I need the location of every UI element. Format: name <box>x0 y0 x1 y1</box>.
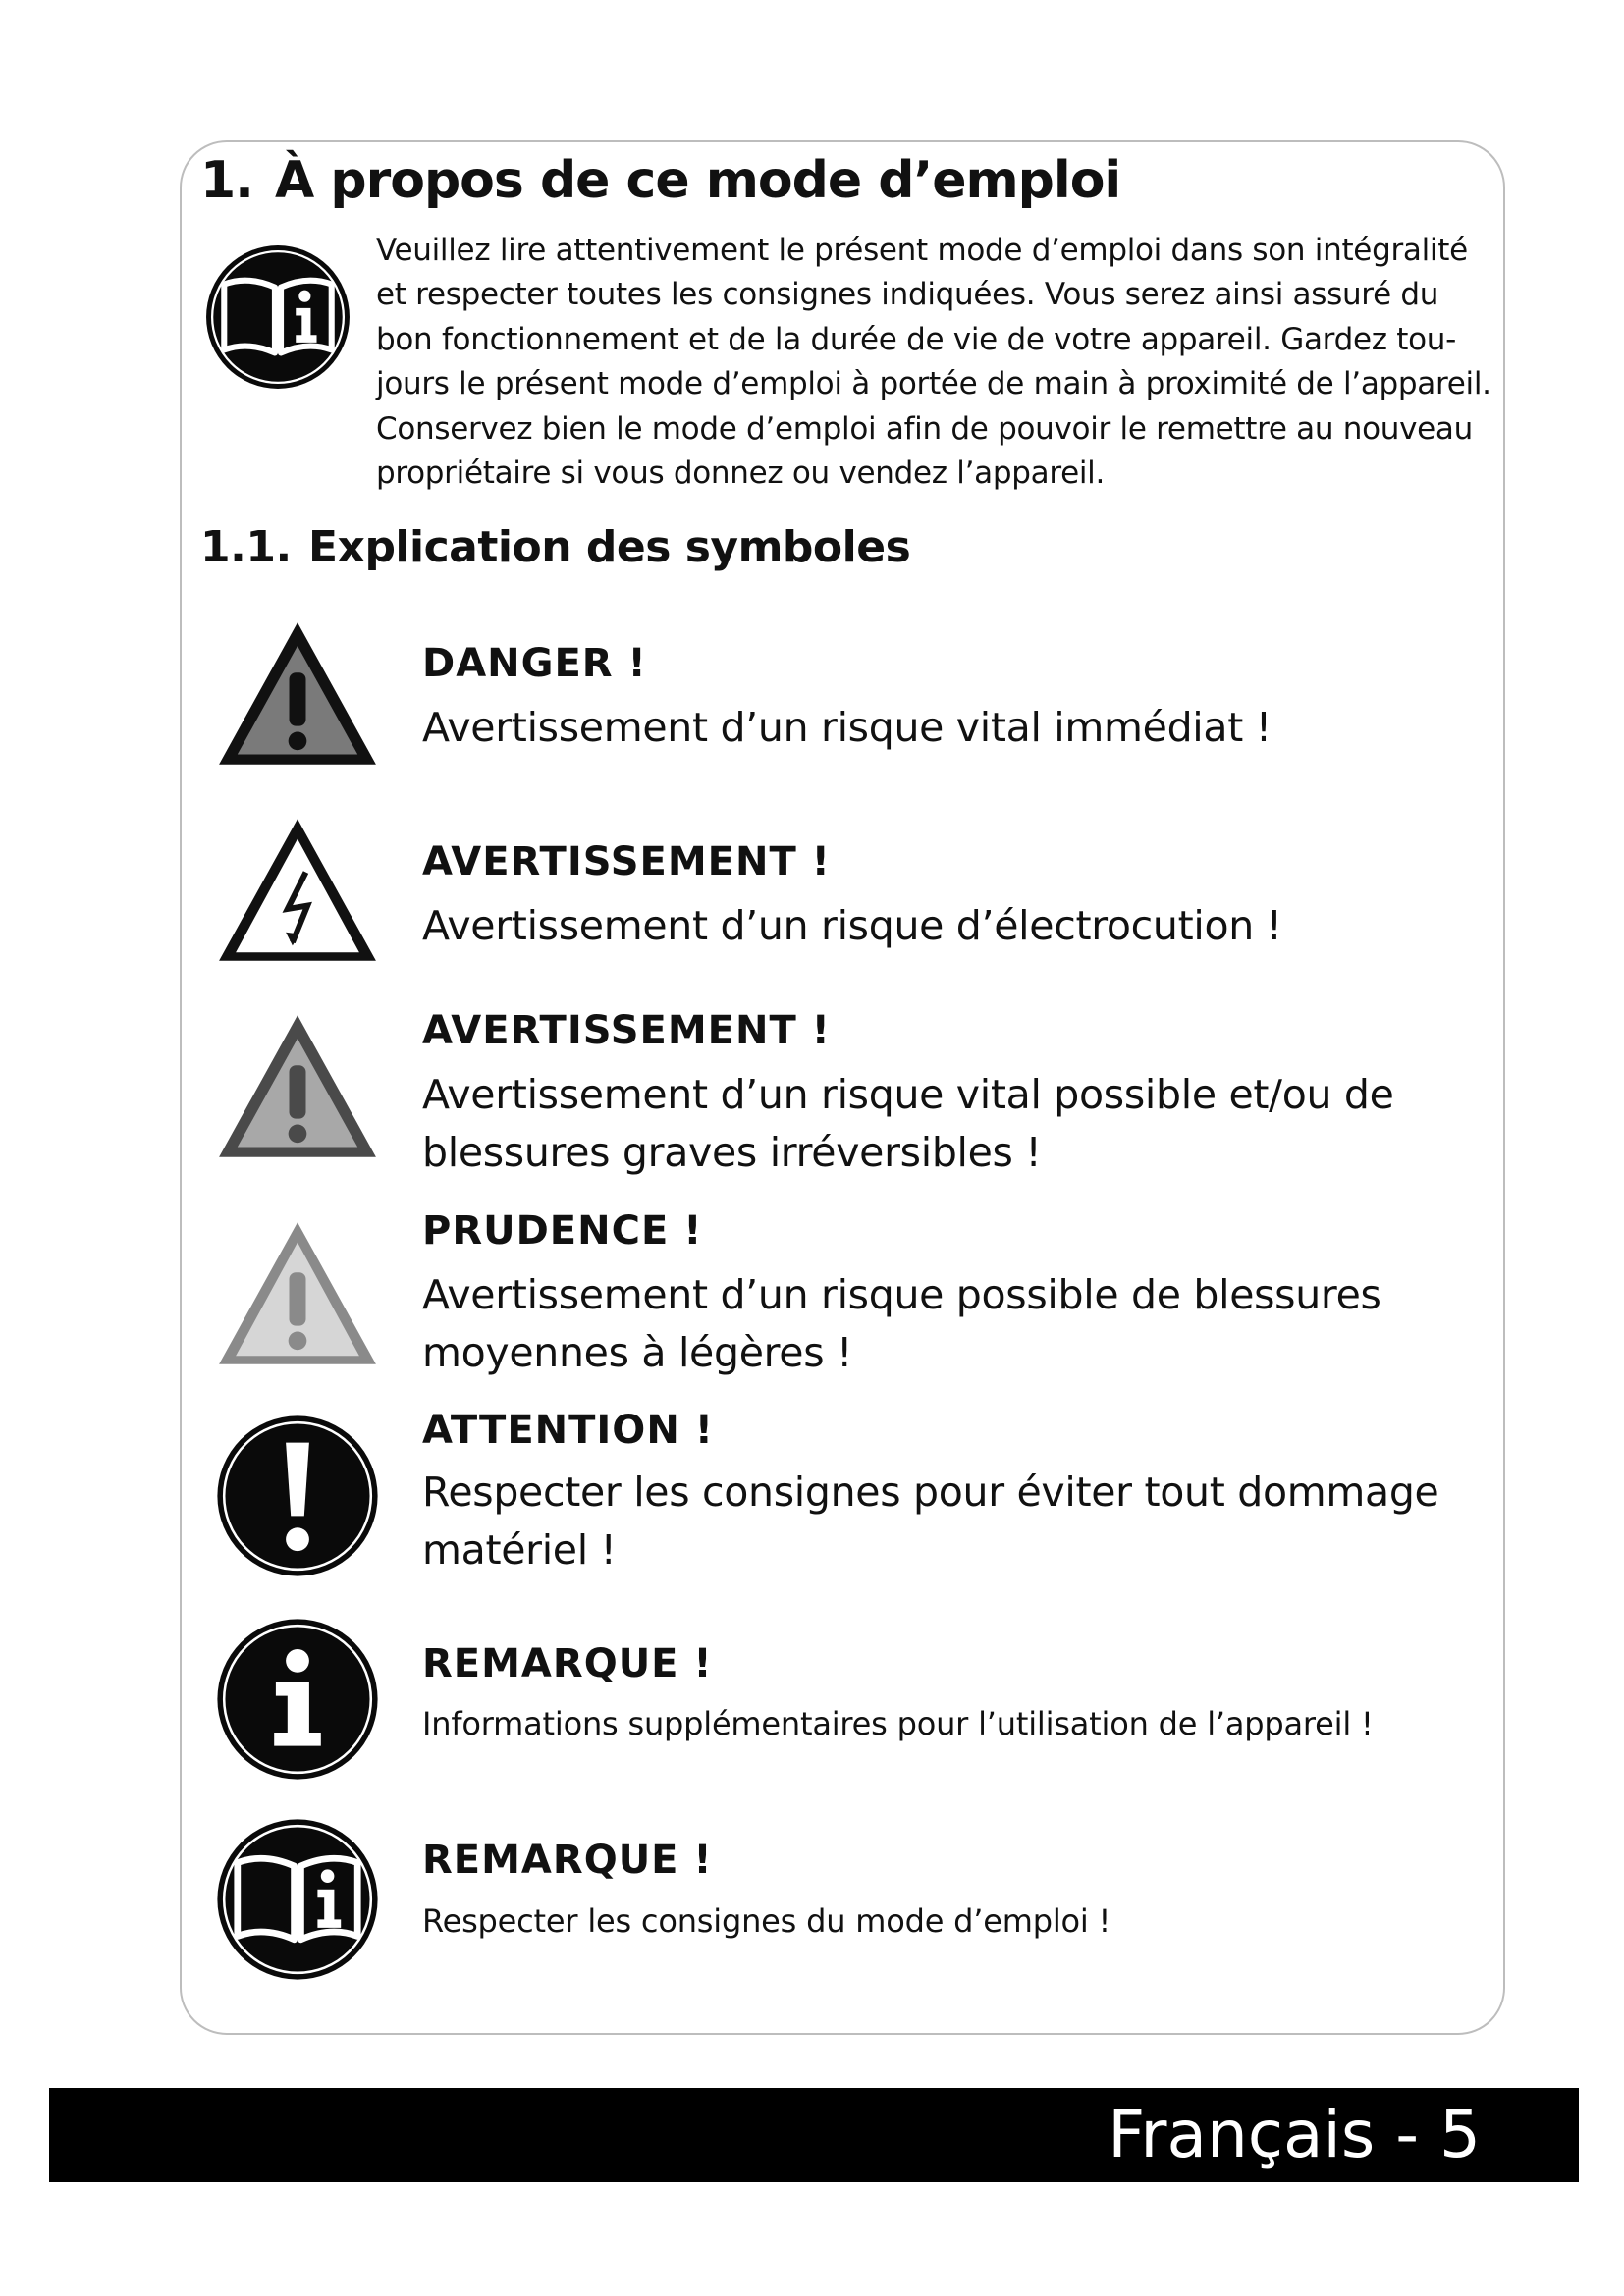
symbol-title-danger: DANGER ! <box>422 641 647 686</box>
symbol-title-remarque-info: REMARQUE ! <box>422 1641 713 1686</box>
symbol-description-avertissement-electrocution: Avertissement d’un risque d’électrocution ! <box>422 902 1282 949</box>
warning-triangle-icon <box>214 1005 381 1172</box>
info-circle-icon <box>214 1616 381 1783</box>
symbol-description-remarque-info: Informations supplémentaires pour l’utilisation de l’appareil ! <box>422 1705 1374 1742</box>
symbol-title-attention: ATTENTION ! <box>422 1408 714 1453</box>
section-heading <box>200 151 1120 210</box>
subsection-title: Explication des symboles <box>308 522 911 572</box>
symbol-title-avertissement-electrocution: AVERTISSEMENT ! <box>422 839 831 884</box>
section-title: À propos de ce mode d’emploi <box>275 151 1121 210</box>
symbol-title-avertissement-vital: AVERTISSEMENT ! <box>422 1008 831 1053</box>
manual-book-icon <box>203 242 352 392</box>
intro-paragraph: Veuillez lire attentivement le présent mode d’emploi dans son intégralité et respecter toutes les consignes indiquées. Vous serez ainsi assuré du bon fonctionnement et de la durée de vie de votre appareil. Gardez tou-jours le présent mode d’emploi à portée de main à proximité de l’appareil. Conservez bien le mode d’emploi afin de pouvoir le remettre au nouveau propriétaire si vous donnez ou vendez l’appareil. <box>376 233 1491 492</box>
symbol-title-prudence: PRUDENCE ! <box>422 1208 703 1254</box>
footer-bar <box>49 2088 1579 2182</box>
symbol-description-avertissement-vital: Avertissement d’un risque vital possible et/ou de blessures graves irréversibles ! <box>422 1071 1394 1176</box>
section-number: 1. <box>200 151 253 210</box>
symbol-title-remarque-manual: REMARQUE ! <box>422 1838 713 1883</box>
symbol-description-attention: Respecter les consignes pour éviter tout dommage matériel ! <box>422 1468 1439 1574</box>
exclamation-circle-icon <box>214 1413 381 1579</box>
electric-shock-triangle-icon <box>214 809 381 976</box>
subsection-number: 1.1. <box>200 522 292 572</box>
symbol-description-remarque-manual: Respecter les consignes du mode d’emploi ! <box>422 1902 1111 1940</box>
page-footer-label: Français - 5 <box>1108 2097 1481 2172</box>
caution-triangle-icon <box>214 1212 381 1379</box>
manual-book-icon <box>214 1816 381 1983</box>
symbol-description-danger: Avertissement d’un risque vital immédiat ! <box>422 704 1272 751</box>
subsection-heading <box>200 522 910 572</box>
symbol-description-prudence: Avertissement d’un risque possible de blessures moyennes à légères ! <box>422 1271 1381 1376</box>
danger-triangle-icon <box>214 613 381 779</box>
